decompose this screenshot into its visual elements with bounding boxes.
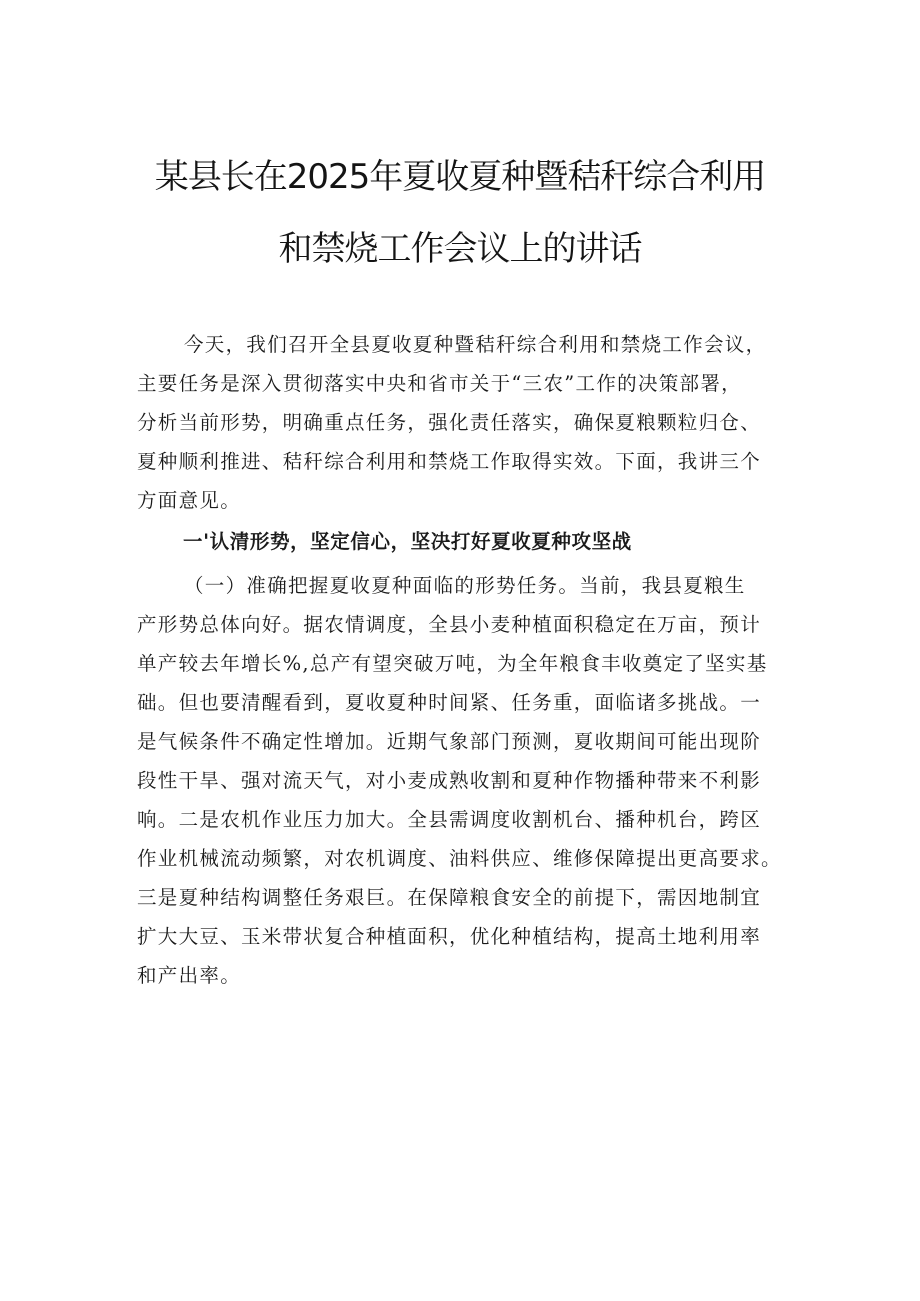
- document-body: [137, 332, 807, 1002]
- section-heading: 一'认清形势，坚定信心，坚决打好夏收夏种攻坚战: [183, 530, 632, 553]
- intro-line: 方面意见。: [137, 489, 242, 512]
- title-line-2: 和禁烧工作会议上的讲话: [278, 229, 642, 269]
- intro-line: 今天，我们召开全县夏收夏种暨秸秆综合利用和禁烧工作会议，: [184, 333, 767, 356]
- subsection-line: （一）准确把握夏收夏种面临的形势任务。当前，我县夏粮生: [184, 574, 746, 597]
- subsection-line: 础。但也要清醒看到，夏收夏种时间紧、任务重，面临诸多挑战。一: [137, 691, 762, 714]
- subsection-line: 三是夏种结构调整任务艰巨。在保障粮食安全的前提下，需因地制宜: [137, 886, 762, 909]
- subsection-line: 段性干旱、强对流天气，对小麦成熟收割和夏种作物播种带来不利影: [137, 769, 762, 792]
- document-title: [0, 150, 920, 270]
- subsection-line: 作业机械流动频繁，对农机调度、油料供应、维修保障提出更高要求。: [137, 847, 782, 870]
- subsection-line: 响。二是农机作业压力加大。全县需调度收割机台、播种机台，跨区: [137, 808, 762, 831]
- subsection-line: 单产较去年增长%,总产有望突破万吨，为全年粮食丰收奠定了坚实基: [137, 652, 768, 675]
- subsection-line: 产形势总体向好。据农情调度，全县小麦种植面积稳定在万亩，预计: [137, 613, 762, 636]
- subsection-line: 是气候条件不确定性增加。近期气象部门预测，夏收期间可能出现阶: [137, 730, 762, 753]
- subsection-line: 和产出率。: [137, 964, 242, 987]
- intro-line: 主要任务是深入贯彻落实中央和省市关于“三农”工作的决策部署，: [137, 372, 742, 395]
- title-line-1: 某县长在2025年夏收夏种暨秸秆综合利用: [154, 157, 766, 197]
- intro-line: 分析当前形势，明确重点任务，强化责任落实，确保夏粮颗粒归仓、: [137, 411, 762, 434]
- subsection-line: 扩大大豆、玉米带状复合种植面积，优化种植结构，提高土地利用率: [137, 925, 762, 948]
- intro-line: 夏种顺利推进、秸秆综合利用和禁烧工作取得实效。下面，我讲三个: [137, 450, 762, 473]
